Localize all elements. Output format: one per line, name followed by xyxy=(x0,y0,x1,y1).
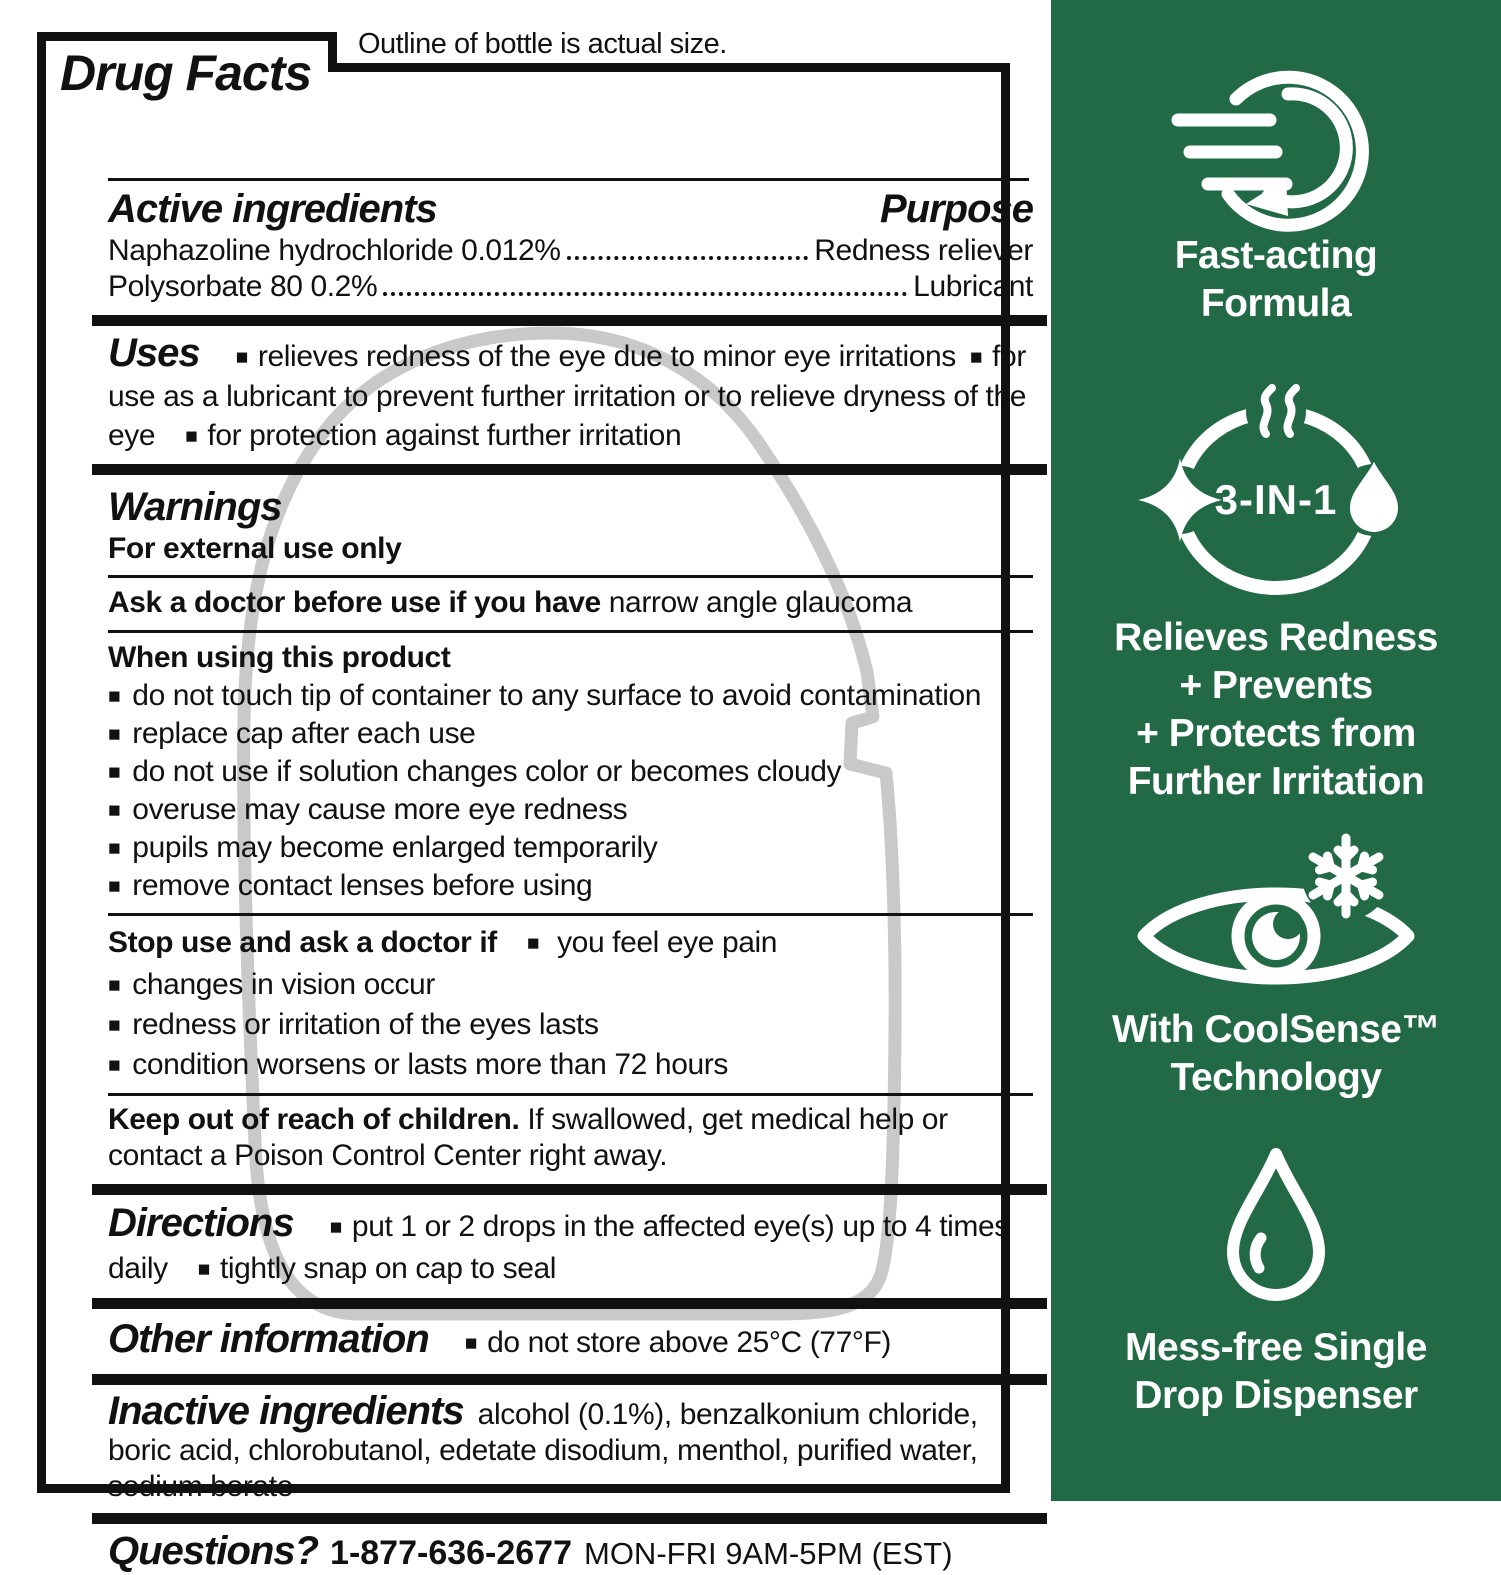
uses-heading: Uses xyxy=(108,331,200,375)
stop-use-first-item: you feel eye pain xyxy=(557,926,778,959)
bullet-icon: ■ xyxy=(108,837,121,860)
list-item-text: do not use if solution changes color or becomes cloudy xyxy=(132,755,842,788)
bullet-icon: ■ xyxy=(108,974,121,997)
when-using-subhead: When using this product xyxy=(108,641,451,674)
ask-doctor-condition: narrow angle glaucoma xyxy=(608,586,913,619)
questions-heading: Questions? xyxy=(108,1529,319,1573)
bullet-icon: ■ xyxy=(108,799,121,822)
coolsense-label-line: Technology xyxy=(1170,1056,1382,1099)
directions-heading: Directions xyxy=(108,1201,294,1245)
directions-item: tightly snap on cap to seal xyxy=(219,1252,557,1285)
coolsense-label-line: With CoolSense™ xyxy=(1112,1008,1440,1051)
list-item xyxy=(108,829,1033,867)
section-divider xyxy=(92,1184,1047,1195)
list-item-text: pupils may become enlarged temporarily xyxy=(132,831,658,864)
dot-leader xyxy=(383,292,907,296)
list-item-text: condition worsens or lasts more than 72 hours xyxy=(132,1048,728,1081)
list-item-text: changes in vision occur xyxy=(132,968,435,1001)
bullet-icon: ■ xyxy=(969,346,983,369)
section-divider xyxy=(92,464,1047,475)
mess-free-label-line: Drop Dispenser xyxy=(1134,1374,1418,1417)
bullet-icon: ■ xyxy=(197,1258,210,1281)
bullet-icon: ■ xyxy=(108,723,121,746)
bullet-icon: ■ xyxy=(235,346,248,369)
list-item xyxy=(108,1005,1033,1045)
ask-doctor-subhead: Ask a doctor before use if you have xyxy=(108,586,601,619)
three-in-one-badge: 3-IN-1 xyxy=(1214,476,1338,523)
keep-out-subhead: Keep out of reach of children. xyxy=(108,1103,520,1136)
section-divider xyxy=(92,315,1047,326)
mess-free-label-line: Mess-free Single xyxy=(1125,1326,1427,1369)
section-divider xyxy=(92,1374,1047,1385)
list-item xyxy=(108,1045,1033,1085)
questions-hours: MON-FRI 9AM-5PM (EST) xyxy=(584,1536,953,1571)
mess-free-feature xyxy=(1051,1146,1501,1420)
list-item-text: overuse may cause more eye redness xyxy=(132,793,628,826)
warnings-section xyxy=(108,475,1033,1184)
drug-facts-content xyxy=(92,144,1047,1573)
bullet-icon: ■ xyxy=(108,1054,121,1077)
inactive-ingredients-section xyxy=(108,1385,1033,1513)
list-item-text: replace cap after each use xyxy=(132,717,476,750)
drug-facts-box xyxy=(37,63,1033,1573)
list-item xyxy=(108,867,1033,905)
three-in-one-label-line: + Protects from xyxy=(1136,712,1416,755)
bullet-icon: ■ xyxy=(108,1014,121,1037)
fast-acting-label-line: Fast-acting xyxy=(1174,234,1378,277)
directions-section xyxy=(108,1195,1033,1298)
list-item xyxy=(108,965,1033,1005)
three-in-one-label-line: Further Irritation xyxy=(1127,760,1425,803)
stop-use-list xyxy=(108,965,1033,1085)
bullet-icon: ■ xyxy=(108,761,121,784)
active-ingredient-row xyxy=(108,269,1033,305)
eye-snowflake-icon xyxy=(1136,832,1416,1000)
three-in-one-feature xyxy=(1051,388,1501,806)
list-item xyxy=(108,715,1033,753)
external-use-subhead: For external use only xyxy=(108,532,402,565)
section-divider xyxy=(92,1513,1047,1524)
ingredient-name: Naphazoline hydrochloride 0.012% xyxy=(108,234,561,267)
active-ingredient-row xyxy=(108,233,1033,269)
three-in-one-label-line: Relieves Redness xyxy=(1114,616,1438,659)
questions-section xyxy=(108,1524,1033,1575)
uses-item: for use as a lubricant to prevent further irritation or to relieve dryness of the eye xyxy=(108,340,1027,452)
questions-phone: 1-877-636-2677 xyxy=(330,1534,572,1572)
ingredient-purpose: Lubricant xyxy=(913,270,1033,303)
list-item-text: do not touch tip of container to any surface to avoid contamination xyxy=(132,679,982,712)
dot-leader xyxy=(567,256,809,260)
bullet-icon: ■ xyxy=(464,1332,478,1355)
section-divider xyxy=(92,1298,1047,1309)
fast-acting-feature xyxy=(1051,64,1501,328)
bullet-icon: ■ xyxy=(108,685,121,708)
feature-panel xyxy=(1051,0,1501,1501)
droplet-icon xyxy=(1220,1146,1332,1304)
sparkle-icon xyxy=(1138,458,1222,542)
stop-use-subhead: Stop use and ask a doctor if xyxy=(108,926,497,959)
other-information-item: do not store above 25°C (77°F) xyxy=(487,1326,891,1359)
purpose-heading: Purpose xyxy=(879,187,1033,231)
three-in-one-label-line: + Prevents xyxy=(1179,664,1373,707)
list-item xyxy=(108,677,1033,715)
coolsense-feature xyxy=(1051,832,1501,1102)
drug-facts-title: Drug Facts xyxy=(60,45,312,101)
inactive-ingredients-text: alcohol (0.1%), benzalkonium chloride, boric acid, chlorobutanol, edetate disodium, menthol, purified water, sodium borate xyxy=(108,1398,978,1503)
list-item-text: redness or irritation of the eyes lasts xyxy=(132,1008,599,1041)
warnings-rule xyxy=(108,575,1033,578)
directions-item: put 1 or 2 drops in the affected eye(s) up to 4 times daily xyxy=(108,1210,1009,1285)
fast-acting-label-line: Formula xyxy=(1200,282,1352,325)
warnings-rule xyxy=(108,630,1033,633)
uses-item: relieves redness of the eye due to minor eye irritations xyxy=(257,340,956,373)
fast-acting-icon xyxy=(1170,64,1382,232)
ingredient-purpose: Redness reliever xyxy=(814,234,1033,267)
bullet-icon: ■ xyxy=(329,1216,342,1239)
other-information-section xyxy=(108,1309,1033,1374)
warnings-rule xyxy=(108,1093,1033,1096)
active-ingredients-heading: Active ingredients xyxy=(108,187,437,231)
keep-out-text: If swallowed, get medical help or contact a Poison Control Center right away. xyxy=(108,1103,948,1172)
list-item xyxy=(108,791,1033,829)
list-item xyxy=(108,753,1033,791)
when-using-list xyxy=(108,677,1033,905)
bottle-size-note: Outline of bottle is actual size. xyxy=(358,28,727,60)
warnings-heading: Warnings xyxy=(108,485,282,529)
uses-item: for protection against further irritation xyxy=(207,419,682,452)
title-rule xyxy=(108,178,1029,181)
bullet-icon: ■ xyxy=(185,425,198,448)
bullet-icon: ■ xyxy=(526,932,540,955)
inactive-ingredients-heading: Inactive ingredients xyxy=(108,1389,464,1433)
bullet-icon: ■ xyxy=(108,875,121,898)
uses-section xyxy=(108,326,1033,464)
three-in-one-icon xyxy=(1142,388,1410,600)
other-information-heading: Other information xyxy=(108,1317,429,1361)
ingredient-name: Polysorbate 80 0.2% xyxy=(108,270,378,303)
warnings-rule xyxy=(108,913,1033,916)
list-item-text: remove contact lenses before using xyxy=(132,869,593,902)
